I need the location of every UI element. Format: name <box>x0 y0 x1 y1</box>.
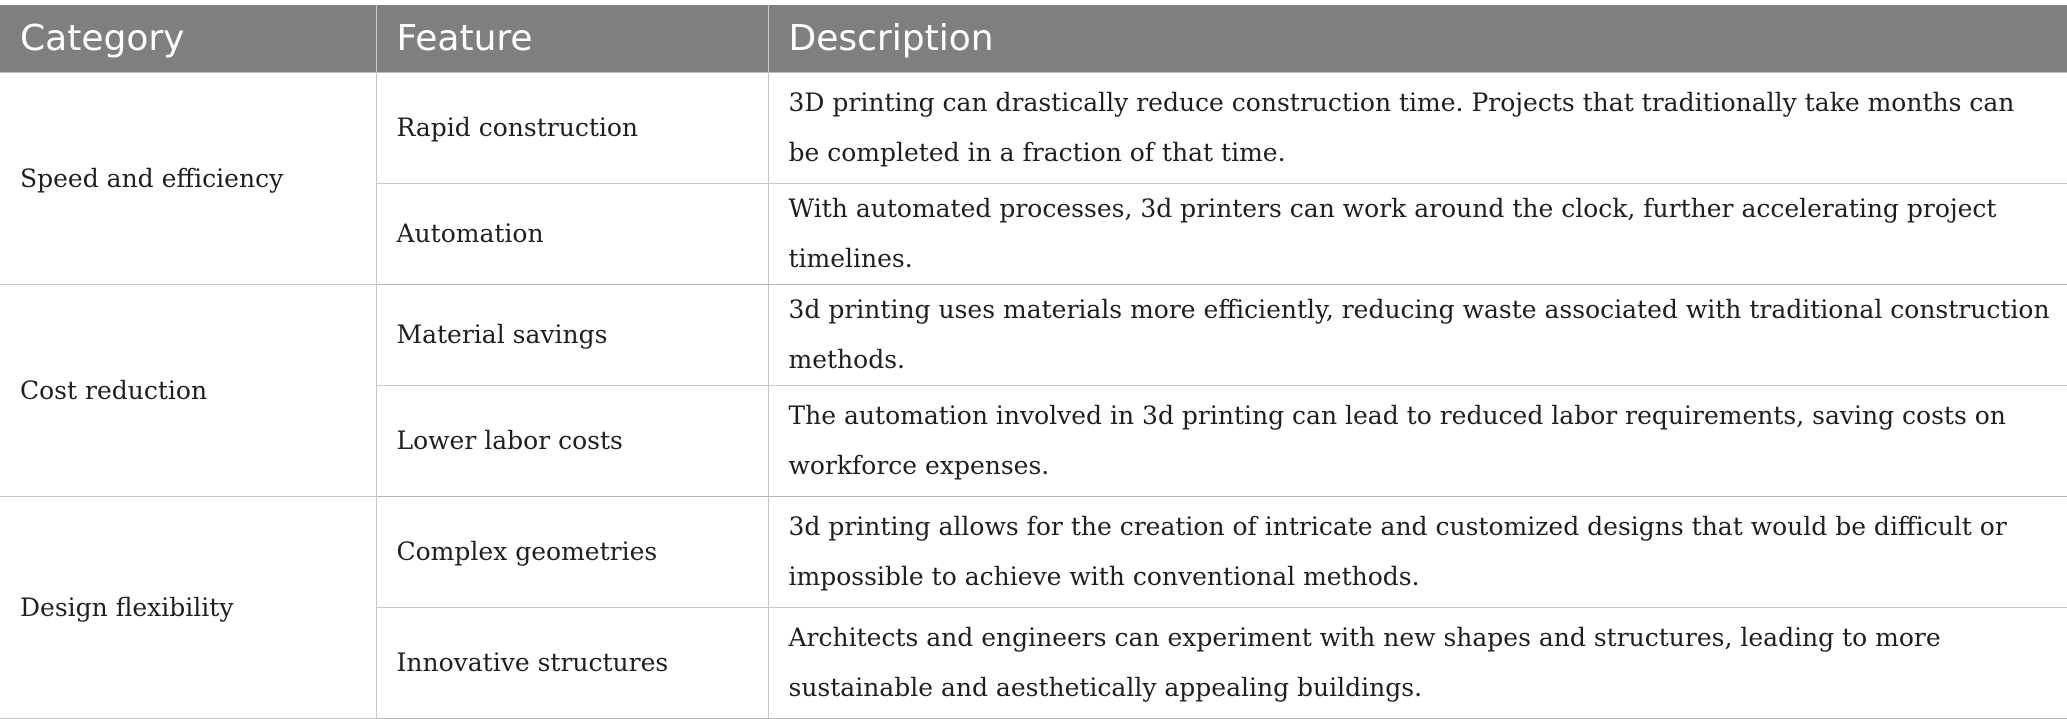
feature-cell: Lower labor costs <box>376 386 768 497</box>
header-row <box>0 5 2067 73</box>
feature-cell: Innovative structures <box>376 608 768 719</box>
table-row <box>0 285 2067 386</box>
description-cell: The automation involved in 3d printing can lead to reduced labor requirements, saving costs on workforce expenses. <box>768 386 2067 497</box>
description-cell: 3d printing uses materials more efficiently, reducing waste associated with traditional construction methods. <box>768 285 2067 386</box>
description-cell: Architects and engineers can experiment with new shapes and structures, leading to more sustainable and aesthetically appealing buildings. <box>768 608 2067 719</box>
table-header <box>0 5 2067 73</box>
category-cell: Speed and efficiency <box>0 73 376 285</box>
header-description: Description <box>768 5 2067 73</box>
header-feature: Feature <box>376 5 768 73</box>
table-row <box>0 497 2067 608</box>
feature-cell: Rapid construction <box>376 73 768 184</box>
category-cell: Cost reduction <box>0 285 376 497</box>
feature-cell: Complex geometries <box>376 497 768 608</box>
description-cell: 3D printing can drastically reduce construction time. Projects that traditionally take months can be completed in a fraction of that time. <box>768 73 2067 184</box>
description-cell: 3d printing allows for the creation of intricate and customized designs that would be difficult or impossible to achieve with conventional methods. <box>768 497 2067 608</box>
header-category: Category <box>0 5 376 73</box>
feature-cell: Automation <box>376 184 768 285</box>
category-cell: Design flexibility <box>0 497 376 719</box>
table-body <box>0 73 2067 719</box>
description-cell: With automated processes, 3d printers can work around the clock, further accelerating project timelines. <box>768 184 2067 285</box>
feature-cell: Material savings <box>376 285 768 386</box>
features-table <box>0 5 2067 719</box>
features-table-container <box>0 5 2067 719</box>
table-row <box>0 73 2067 184</box>
